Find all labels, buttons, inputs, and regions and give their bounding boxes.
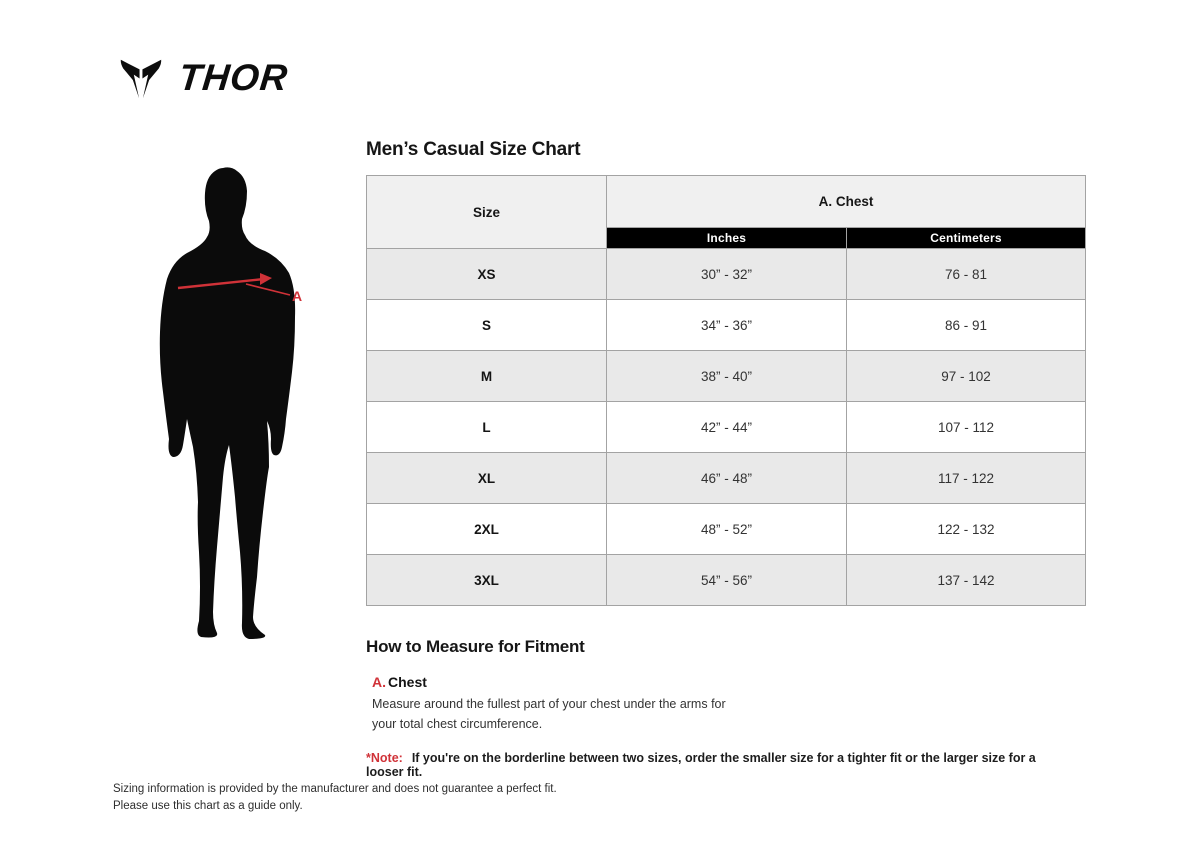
column-header-chest: A. Chest xyxy=(607,176,1086,228)
table-row xyxy=(367,300,1086,351)
disclaimer-line: Sizing information is provided by the manufacturer and does not guarantee a perfect fit. xyxy=(113,783,557,795)
inches-value: 34” - 36” xyxy=(607,300,847,351)
measure-item-chest xyxy=(372,674,752,734)
measure-letter: A. xyxy=(372,674,386,690)
centimeters-value: 107 - 112 xyxy=(847,402,1086,453)
table-row xyxy=(367,504,1086,555)
size-value: 3XL xyxy=(367,555,607,606)
column-header-centimeters: Centimeters xyxy=(847,228,1086,249)
centimeters-value: 122 - 132 xyxy=(847,504,1086,555)
inches-value: 46” - 48” xyxy=(607,453,847,504)
inches-value: 30” - 32” xyxy=(607,249,847,300)
column-header-inches: Inches xyxy=(607,228,847,249)
size-chart-table xyxy=(366,175,1086,606)
measure-heading: How to Measure for Fitment xyxy=(366,637,585,656)
table-row xyxy=(367,351,1086,402)
size-value: XL xyxy=(367,453,607,504)
column-header-size: Size xyxy=(367,176,607,249)
disclaimer-line: Please use this chart as a guide only. xyxy=(113,799,303,812)
inches-value: 38” - 40” xyxy=(607,351,847,402)
size-value: XS xyxy=(367,249,607,300)
size-value: M xyxy=(367,351,607,402)
table-row xyxy=(367,249,1086,300)
table-row xyxy=(367,555,1086,606)
sizing-note xyxy=(366,751,1066,779)
centimeters-value: 97 - 102 xyxy=(847,351,1086,402)
size-chart-title: Men’s Casual Size Chart xyxy=(366,139,581,160)
centimeters-value: 117 - 122 xyxy=(847,453,1086,504)
thor-logo-text: THOR xyxy=(176,57,291,98)
measure-description: Measure around the fullest part of your chest under the arms for your total chest circumference. xyxy=(372,697,726,731)
measure-name: Chest xyxy=(388,674,427,690)
inches-value: 54” - 56” xyxy=(607,555,847,606)
inches-value: 42” - 44” xyxy=(607,402,847,453)
disclaimer-footer xyxy=(113,782,557,816)
table-row xyxy=(367,402,1086,453)
size-value: L xyxy=(367,402,607,453)
centimeters-value: 76 - 81 xyxy=(847,249,1086,300)
centimeters-value: 137 - 142 xyxy=(847,555,1086,606)
body-measurement-figure xyxy=(148,166,308,650)
centimeters-value: 86 - 91 xyxy=(847,300,1086,351)
table-row xyxy=(367,453,1086,504)
note-text: If you're on the borderline between two sizes, order the smaller size for a tighter fit or the larger size for a looser fit. xyxy=(366,751,1036,779)
thor-horns-icon xyxy=(115,55,167,103)
chest-label-a: A xyxy=(292,288,303,304)
male-silhouette-icon xyxy=(160,167,295,639)
note-label: *Note: xyxy=(366,751,403,765)
size-value: S xyxy=(367,300,607,351)
size-value: 2XL xyxy=(367,504,607,555)
measure-item-title xyxy=(372,674,752,690)
brand-header xyxy=(115,55,291,103)
inches-value: 48” - 52” xyxy=(607,504,847,555)
